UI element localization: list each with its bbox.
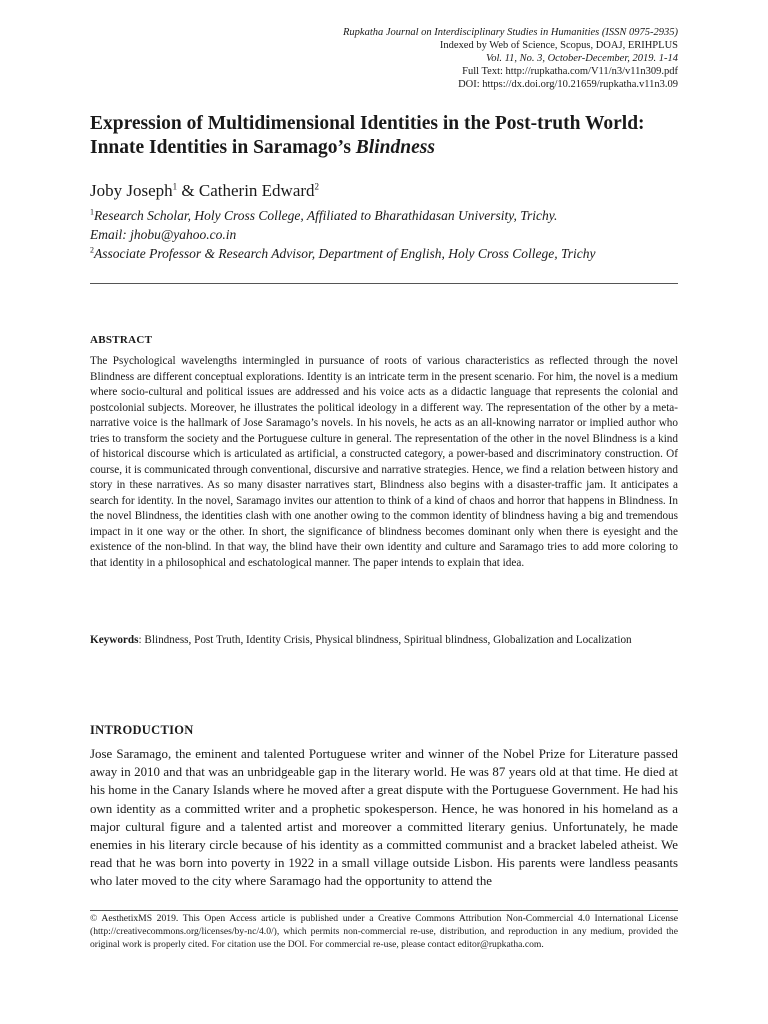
affiliations (90, 206, 678, 263)
doi-link[interactable]: DOI: https://dx.doi.org/10.21659/rupkatha.v11n3.09 (458, 79, 678, 90)
footer-divider (90, 910, 678, 911)
author-2: Catherin Edward (198, 181, 315, 200)
volume-line: Vol. 11, No. 3, October-December, 2019. 1-14 (485, 53, 678, 64)
author-email[interactable]: Email: jhobu@yahoo.co.in (90, 227, 237, 242)
license-footer: © AesthetixMS 2019. This Open Access article is published under a Creative Commons Attribution Non-Commercial 4.0 International License (http://creativecommons.org/licenses/by-nc/4.0/), which permits non-commercial re-use, distribution, and reproduction in any medium, provided the original work is properly cited. For citation use the DOI. For commercial re-use, please contact editor@rupkatha.com. (90, 913, 678, 950)
indexing-line: Indexed by Web of Science, Scopus, DOAJ, ERIHPLUS (439, 40, 678, 51)
abstract-heading: ABSTRACT (90, 334, 153, 346)
fulltext-link[interactable]: Full Text: http://rupkatha.com/V11/n3/v11n309.pdf (462, 66, 678, 77)
affil-1-mark: 1 (90, 207, 94, 217)
author-separator: & (177, 181, 199, 200)
introduction-text: Jose Saramago, the eminent and talented Portuguese writer and winner of the Nobel Prize for Literature passed away in 2010 and that was an unbridgeable gap in the literary world. He was 87 years old at that time. He died at his home in the Canary Islands where he moved after a great dispute with the Portuguese Government. He had his own identity as a committed writer and a prophetic spokesperson. Hence, he was honored in his homeland as a major cultural figure and a talented artist and moreover a committed literary genius. Unfortunately, he made enemies in his literary circle because of his identity as a committed communist and a bracket labeled atheist. We read that he was born into poverty in 1922 in a small village outside Lisbon. His parents were landless peasants who later moved to the city where Saramago had the opportunity to attend the (90, 747, 678, 889)
affil-1-text: Research Scholar, Holy Cross College, Affiliated to Bharathidasan University, Trichy. (94, 208, 558, 223)
journal-header (178, 26, 678, 91)
author-line (90, 181, 678, 201)
author-2-mark: 2 (314, 181, 320, 192)
keywords-label: Keywords (90, 634, 139, 646)
affiliation-1 (90, 206, 678, 225)
affil-2-mark: 2 (90, 245, 94, 255)
journal-name: Rupkatha Journal on Interdisciplinary Studies in Humanities (ISSN 0975-2935) (343, 27, 678, 38)
affiliation-2 (90, 244, 678, 263)
keywords (90, 633, 678, 649)
title-italic: Blindness (355, 137, 435, 158)
abstract-text: The Psychological wavelengths intermingled in pursuance of roots of various characteristics as reflected through the novel Blindness are different conceptual explorations. Identity is an intricate term in the present scenario. For him, the novel is a medium where socio-cultural and political issues are addressed and his voice acts as a didactic language that represents the colonial and postcolonial subjects. Moreover, he illustrates the political ideology in a different way. The representation of the other by a meta-narrative voice is the hallmark of Jose Saramago’s novels. In his novels, he acts as an all-knowing narrator or implied author who tries to transform the society and the Portuguese culture in general. The representation of the other in the novel Blindness is a kind of historical discourse which is articulated as artificial, a constructed category, a power-based and discriminatory construction. Of course, it is communicated through conventional, discursive and narrative strategies. Hence, we find a relation between history and story in these narratives. As so many disaster narratives start, Blindness also begins with a disaster-traffic jam. It anticipates a search for identity. In the novel, Saramago invites our attention to think of a kind of chaos and horror that happens in Blindness. In the novel Blindness, the identities clash with one another owing to the common identity of blindness having a big and tremendous impact in it one way or the other. In short, the significance of blindness becomes dominant only when there is eyesight and the existence of the non-blind. In that way, the blind have their own identity and culture and Saramago tries to add more coloring to that identity in a philosophical and eschatological manner. The paper intends to explain that idea. (90, 355, 678, 569)
introduction-heading: INTRODUCTION (90, 723, 194, 737)
author-1: Joby Joseph (90, 181, 173, 200)
affil-2-text: Associate Professor & Research Advisor, Department of English, Holy Cross College, Trichy (94, 246, 596, 261)
title-main: Expression of Multidimensional Identities in the Post-truth World: Innate Identities in Saramago’s (90, 113, 645, 158)
author-1-mark: 1 (172, 181, 178, 192)
keywords-list: : Blindness, Post Truth, Identity Crisis, Physical blindness, Spiritual blindness, Globalization and Localization (138, 634, 632, 646)
header-divider (90, 283, 678, 284)
paper-title (90, 112, 678, 160)
